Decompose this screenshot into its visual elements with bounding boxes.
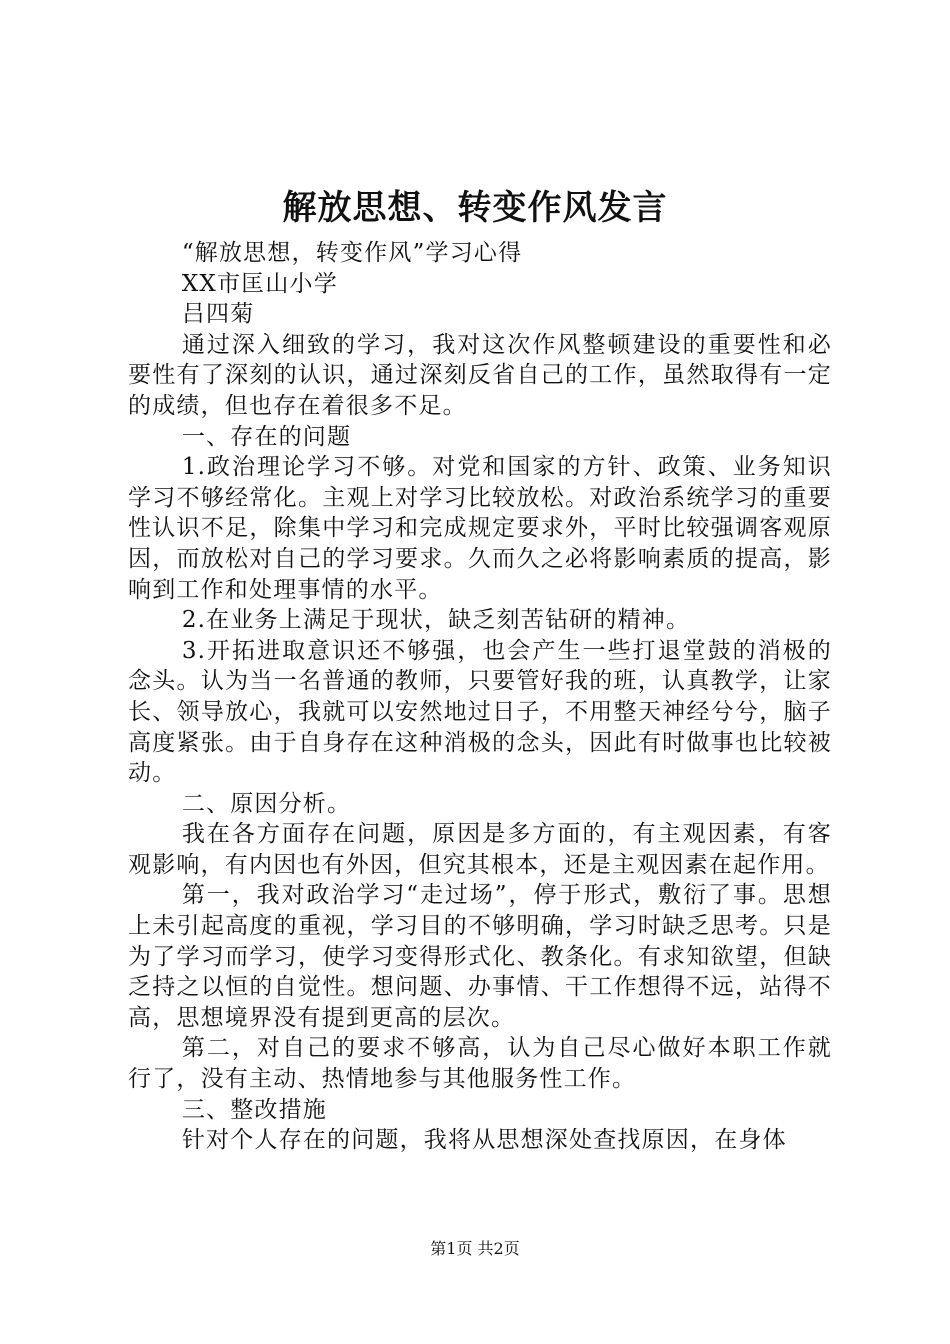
page-number-footer: 第1页 共2页: [430, 1239, 520, 1258]
paragraph-measures: 针对个人存在的问题，我将从思想深处查找原因，在身体: [181, 1127, 787, 1154]
section-heading-causes: 二、原因分析。: [181, 790, 352, 817]
document-title: 解放思想、转变作风发言: [282, 188, 668, 228]
paragraph-problem-1: 1.政治理论学习不够。对党和国家的方针、政策、业务知识学习不够经常化。主观上对学习比较放松。对政治系统学习的重要性认识不足，除集中学习和完成规定要求外，平时比较强调客观原因，而放松对自己的学习要求。久而久之必将影响素质的提高，影响到工作和处理事情的水平。: [128, 454, 832, 603]
document-body: [128, 238, 832, 1156]
paragraph-cause-second: 第二，对自己的要求不够高，认为自己尽心做好本职工作就行了，没有主动、热情地参与其他服务性工作。: [128, 1035, 832, 1093]
paragraph-cause-first: 第一，我对政治学习“走过场”，停于形式，敷衍了事。思想上未引起高度的重视，学习目的不够明确，学习时缺乏思考。只是为了学习而学习，使学习变得形式化、教条化。有求知欲望，但缺乏持之以恒的自觉性。想问题、办事情、干工作想得不远，站得不高，思想境界没有提到更高的层次。: [128, 882, 832, 1031]
section-heading-measures: 三、整改措施: [181, 1096, 328, 1123]
paragraph-problem-3: 3.开拓进取意识还不够强，也会产生一些打退堂鼓的消极的念头。认为当一名普通的教师，只要管好我的班，认真教学，让家长、领导放心，我就可以安然地过日子，不用整天神经兮兮，脑子高度紧张。由于自身存在这种消极的念头，因此有时做事也比较被动。: [128, 637, 832, 787]
paragraph-subtitle: “解放思想，转变作风”学习心得: [181, 240, 523, 266]
paragraph-causes: 我在各方面存在问题，原因是多方面的，有主观因素，有客观影响，有内因也有外因，但究其根本，还是主观因素在起作用。: [128, 821, 832, 878]
paragraph-author: 吕四菊: [181, 301, 255, 328]
section-heading-problems: 一、存在的问题: [181, 423, 352, 450]
paragraph-intro: 通过深入细致的学习，我对这次作风整顿建设的重要性和必要性有了深刻的认识，通过深刻反省自己的工作，虽然取得有一定的成绩，但也存在着很多不足。: [128, 331, 832, 419]
paragraph-school: XX市匡山小学: [181, 270, 338, 297]
paragraph-problem-2: 2.在业务上满足于现状，缺乏刻苦钻研的精神。: [181, 607, 691, 634]
